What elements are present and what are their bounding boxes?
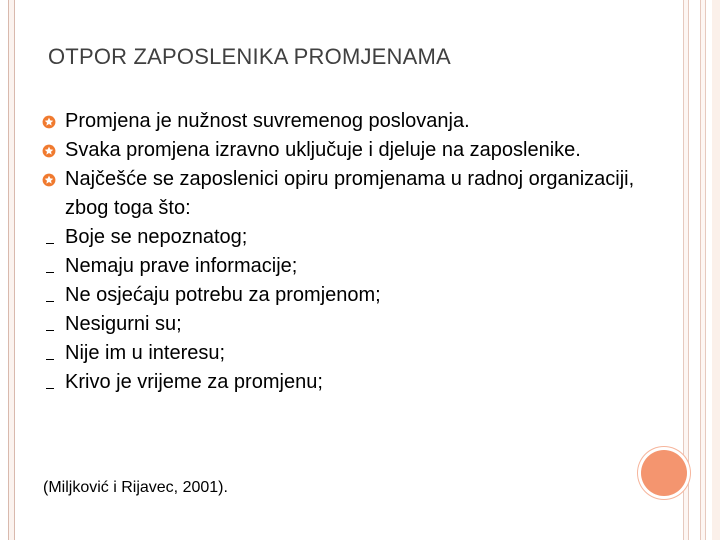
- citation: (Miljković i Rijavec, 2001).: [43, 479, 228, 496]
- bullet-text: Ne osjećaju potrebu za promjenom;: [65, 284, 381, 306]
- dash-icon: [46, 388, 54, 389]
- bullet-text: Krivo je vrijeme za promjenu;: [65, 371, 323, 393]
- dash-icon: [46, 301, 54, 302]
- bullet-item: [0, 223, 680, 252]
- bullet-text: Najčešće se zaposlenici opiru promjenama u radnoj organizaciji, zbog toga što:: [65, 168, 635, 219]
- right-frame-stripe: [683, 0, 689, 540]
- dash-icon: [46, 272, 54, 273]
- dash-icon: [46, 243, 54, 244]
- bullet-text: Nije im u interesu;: [65, 342, 226, 364]
- dash-icon: [46, 330, 54, 331]
- right-frame-stripe: [700, 0, 706, 540]
- bullet-item: [0, 339, 680, 368]
- bullet-text: Promjena je nužnost suvremenog poslovanja.: [65, 110, 470, 132]
- bullet-item: [0, 107, 680, 136]
- orange-star-icon: [42, 173, 56, 187]
- bullet-text: Svaka promjena izravno uključuje i djeluje na zaposlenike.: [65, 139, 581, 161]
- slide-title: OTPOR ZAPOSLENIKA PROMJENAMA: [48, 44, 451, 69]
- bullet-item: [0, 252, 680, 281]
- bullet-item: [0, 368, 680, 397]
- bullet-item: [0, 310, 680, 339]
- bullet-item: [0, 165, 680, 223]
- orange-star-icon: [42, 115, 56, 129]
- bullet-item: [0, 136, 680, 165]
- right-frame-stripe: [712, 0, 720, 540]
- orange-star-icon: [42, 144, 56, 158]
- bullet-text: Nesigurni su;: [65, 313, 182, 335]
- bullet-text: Boje se nepoznatog;: [65, 226, 248, 248]
- bullet-item: [0, 281, 680, 310]
- bullet-text: Nemaju prave informacije;: [65, 255, 298, 277]
- corner-circle-decoration: [641, 450, 687, 496]
- bullet-list: [0, 107, 680, 397]
- dash-icon: [46, 359, 54, 360]
